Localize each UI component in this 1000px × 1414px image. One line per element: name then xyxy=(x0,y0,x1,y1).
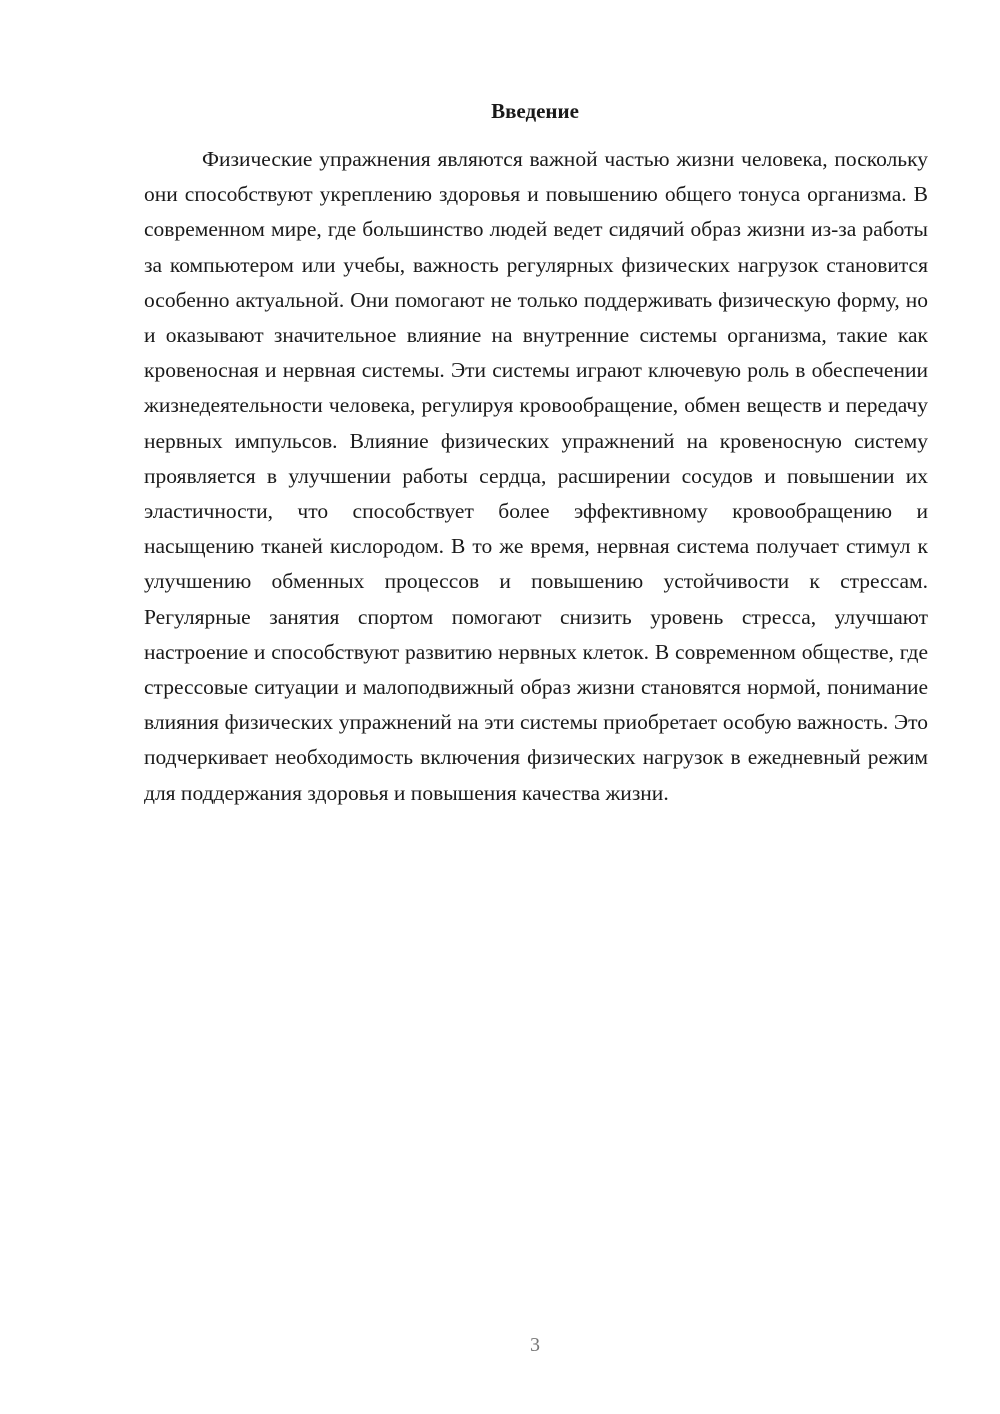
body-paragraph: Физические упражнения являются важной частью жизни человека, поскольку они способствуют укреплению здоровья и повышению общего тонуса организма. В современном мире, где большинство людей ведет сидячий образ жизни из-за работы за компьютером или учебы, важность регулярных физических нагрузок становится особенно актуальной. Они помогают не только поддерживать физическую форму, но и оказывают значительное влияние на внутренние системы организма, такие как кровеносная и нервная системы. Эти системы играют ключевую роль в обеспечении жизнедеятельности человека, регулируя кровообращение, обмен веществ и передачу нервных импульсов. Влияние физических упражнений на кровеносную систему проявляется в улучшении работы сердца, расширении сосудов и повышении их эластичности, что способствует более эффективному кровообращению и насыщению тканей кислородом. В то же время, нервная система получает стимул к улучшению обменных процессов и повышению устойчивости к стрессам. Регулярные занятия спортом помогают снизить уровень стресса, улучшают настроение и способствуют развитию нервных клеток. В современном обществе, где стрессовые ситуации и малоподвижный образ жизни становятся нормой, понимание влияния физических упражнений на эти системы приобретает особую важность. Это подчеркивает необходимость включения физических нагрузок в ежедневный режим для поддержания здоровья и повышения качества жизни. xyxy=(144,147,928,805)
page-number: 3 xyxy=(530,1334,540,1356)
section-heading: Введение xyxy=(491,99,579,123)
